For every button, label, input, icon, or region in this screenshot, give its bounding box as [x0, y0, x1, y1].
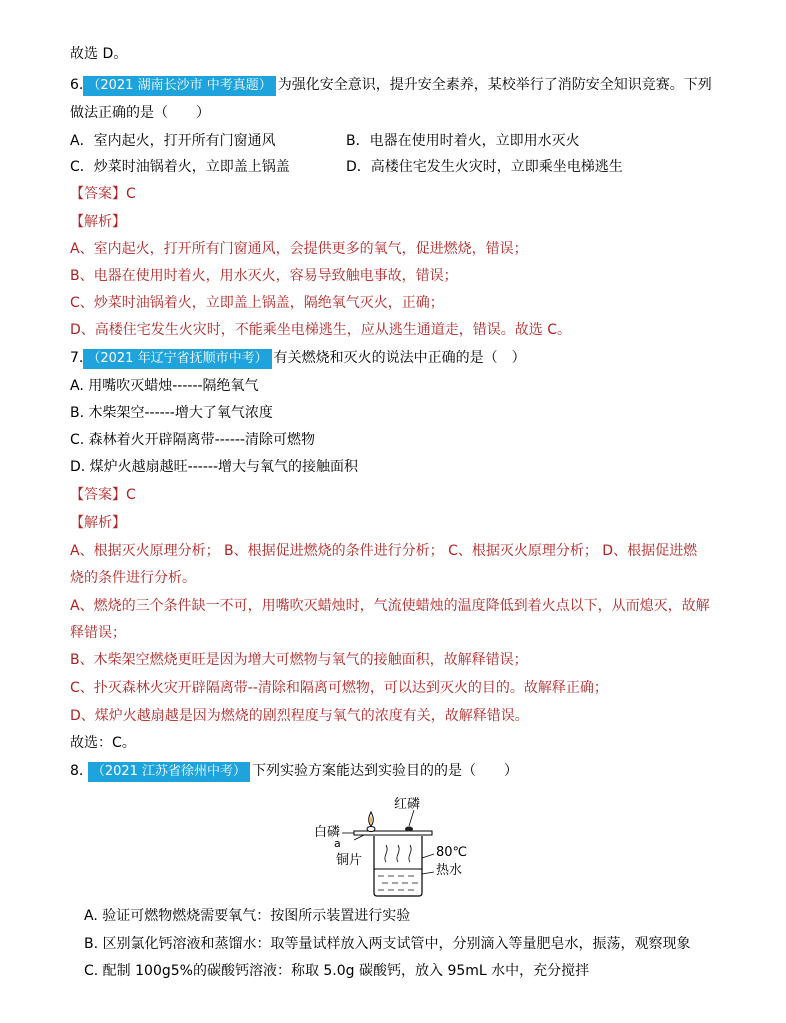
analysis-line: D、高楼住宅发生火灾时，不能乘坐电梯逃生，应从逃生通道走，错误。故选 C。 — [70, 322, 572, 338]
source-tag: （2021 湖南长沙市 中考真题） — [83, 76, 275, 96]
option-c: C. 森林着火开辟隔离带------清除可燃物 — [70, 432, 315, 448]
question-7-line — [70, 348, 526, 368]
analysis-line: 烧的条件进行分析。 — [70, 570, 196, 586]
question-number: 6. — [70, 77, 84, 93]
label-hot-water: 热水 — [436, 863, 463, 878]
conclusion-line: 故选：C。 — [70, 735, 136, 751]
label-point-a: a — [334, 837, 341, 850]
question-number: 7. — [70, 350, 84, 366]
copper-plate — [354, 831, 432, 835]
apparatus-diagram — [302, 788, 492, 908]
label-white-phosphorus: 白磷 — [314, 825, 341, 840]
option-a: A. 验证可燃物燃烧需要氧气：按图所示装置进行实验 — [84, 908, 411, 924]
source-tag: （2021 江苏省徐州中考） — [88, 762, 250, 782]
option-c: C. 配制 100g5%的碳酸钙溶液：称取 5.0g 碳酸钙，放入 95mL 水中，充分搅拌 — [84, 963, 590, 979]
analysis-line: C、炒菜时油锅着火，立即盖上锅盖，隔绝氧气灭火，正确； — [70, 295, 444, 311]
question-text: 下列实验方案能达到实验目的的是（ ） — [252, 763, 519, 779]
source-tag: （2021 年辽宁省抚顺市中考） — [83, 349, 271, 369]
option-b: B. 区别氯化钙溶液和蒸馏水：取等量试样放入两支试管中，分别滴入等量肥皂水，振荡，观察现象 — [84, 936, 691, 952]
option-a: A．室内起火，打开所有门窗通风 — [70, 133, 276, 149]
analysis-line: B、木柴架空燃烧更旺是因为增大可燃物与氧气的接触面积，故解释错误； — [70, 652, 528, 668]
analysis-line: A、室内起火，打开所有门窗通风，会提供更多的氧气，促进燃烧，错误； — [70, 241, 528, 257]
analysis-line: D、煤炉火越扇越是因为燃烧的剧烈程度与氧气的浓度有关，故解释错误。 — [70, 708, 529, 724]
question-text: 有关燃烧和灭火的说法中正确的是（ ） — [273, 350, 526, 366]
analysis-label: 【解析】 — [70, 214, 126, 230]
analysis-line: C、扑灭森林火灾开辟隔离带--清除和隔离可燃物，可以达到灭火的目的。故解释正确； — [70, 680, 608, 696]
question-number: 8. — [70, 763, 84, 779]
option-c: C．炒菜时油锅着火，立即盖上锅盖 — [70, 159, 290, 175]
text-line: 故选 D。 — [70, 46, 128, 62]
option-b: B．电器在使用时着火，立即用水灭火 — [346, 133, 580, 149]
question-8-line — [70, 761, 518, 781]
question-6-line1 — [70, 75, 712, 95]
label-copper: 铜片 — [336, 853, 363, 868]
option-b: B. 木柴架空------增大了氧气浓度 — [70, 405, 273, 421]
label-red-phosphorus: 红磷 — [394, 797, 421, 812]
question-text: 为强化安全意识，提升安全素养，某校举行了消防安全知识竞赛。下列 — [277, 77, 712, 93]
option-d: D．高楼住宅发生火灾时，立即乘坐电梯逃生 — [346, 159, 623, 175]
analysis-line: 释错误； — [70, 625, 126, 641]
experiment-figure — [302, 788, 492, 908]
analysis-label: 【解析】 — [70, 515, 126, 531]
water-hatching — [378, 876, 418, 890]
label-temperature: 80℃ — [436, 845, 468, 860]
option-a: A. 用嘴吹灭蜡烛------隔绝氧气 — [70, 378, 259, 394]
analysis-line: A、根据灭火原理分析； B、根据促进燃烧的条件进行分析； C、根据灭火原理分析； D、根据促进燃 — [70, 543, 698, 559]
analysis-line: A、燃烧的三个条件缺一不可，用嘴吹灭蜡烛时，气流使蜡烛的温度降低到着火点以下，从而熄灭，故解 — [70, 598, 710, 614]
answer-label: 【答案】C — [70, 186, 136, 202]
analysis-line: B、电器在使用时着火，用水灭火，容易导致触电事故，错误； — [70, 268, 458, 284]
option-d: D. 煤炉火越扇越旺------增大与氧气的接触面积 — [70, 459, 358, 475]
red-phosphorus — [405, 827, 413, 832]
white-phosphorus — [367, 827, 375, 832]
answer-label: 【答案】C — [70, 487, 136, 503]
question-text: 做法正确的是（ ） — [70, 105, 210, 121]
